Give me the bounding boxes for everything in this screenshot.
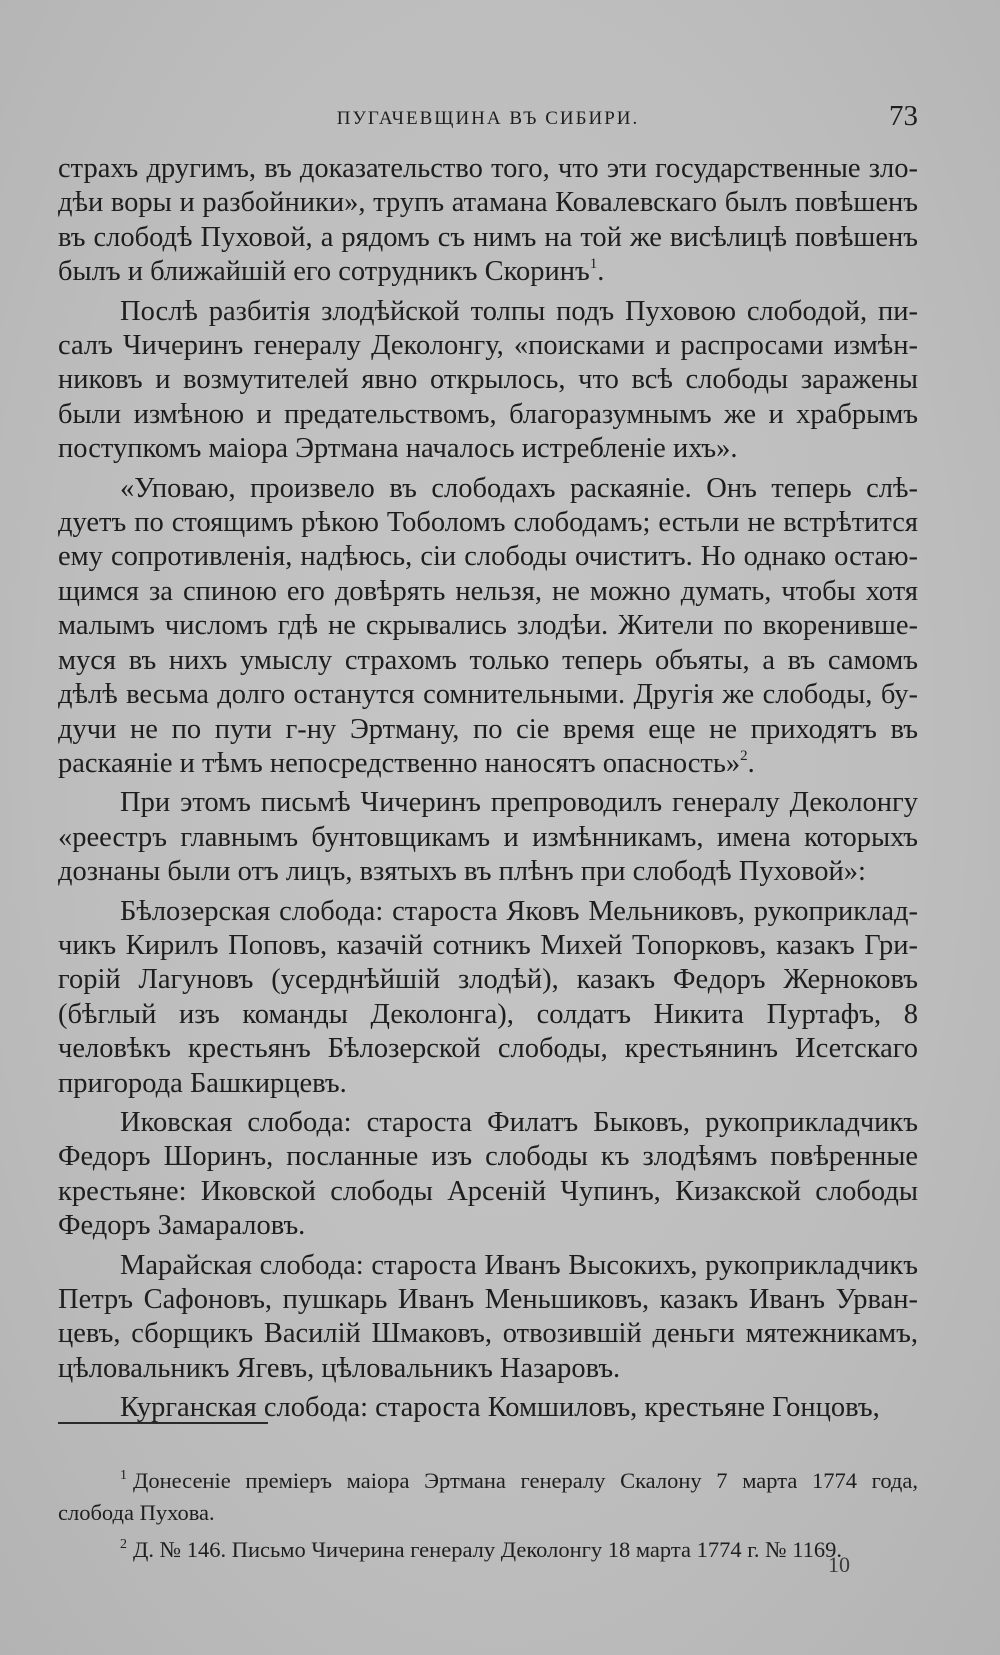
printer-signature-mark: 10 [828,1552,850,1577]
paragraph-1 [58,152,918,290]
running-title: ПУГАЧЕВЩИНА ВЪ СИБИРИ. [336,108,640,129]
paragraph-1-end: . [597,256,605,288]
footnote-2-mark: 2 [120,1537,127,1552]
footnote-1-mark: 1 [120,1468,127,1483]
paragraph-6: Иковская слобода: староста Филатъ Быковъ, рукоприкладчикъ Федоръ Шоринъ, посланные изъ слободы къ злодѣямъ повѣренные крестьяне: Иковской слободы Арсеній Чупинъ, Кизакской слободы Федоръ Замараловъ. [58,1106,918,1242]
paragraph-1-text: страхъ другимъ, въ доказательство того, что эти государственные злодѣи воры и разбойники», трупъ атамана Ковалевскаго былъ повѣшенъ въ слободѣ Пуховой, а рядомъ съ нимъ на той же висѣлицѣ повѣшенъ былъ и ближайшій его сотрудникъ Скоринъ [58,153,918,288]
footnote-divider [58,1422,268,1424]
footnote-ref-1: 1 [589,256,598,273]
page-number: 73 [889,100,918,132]
page-header [58,100,918,140]
footnotes [58,1460,918,1566]
paragraph-7: Марайская слобода: староста Иванъ Высокихъ, рукоприкладчикъ Петръ Сафоновъ, пушкарь Иванъ Меньшиковъ, казакъ Иванъ Урванцевъ, сборщикъ Василій Шмаковъ, отвозившій деньги мятежникамъ, цѣловальникъ Ягевъ, цѣловальникъ Назаровъ. [58,1249,918,1384]
paragraph-3-text: «Уповаю, произвело въ слободахъ раскаяніе. Онъ теперь слѣдуетъ по стоящимъ рѣкою Тоболомъ слободамъ; естьли не встрѣтится ему сопротивленія, надѣюсь, сіи слободы очиститъ. Но однако остающимся за спиною его довѣрять нельзя, не можно думать, чтобы хотя малымъ числомъ гдѣ не скрывались злодѣи. Жители по вкоренившемуся въ нихъ умыслу страхомъ только теперь объяты, а въ самомъ дѣлѣ весьма долго останутся сомнительными. Другія же слободы, будучи не по пути г-ну Эртману, по сіе время еще не приходятъ въ раскаяніе и тѣмъ непосредственно наносятъ опасность» [58,472,918,779]
paragraph-4: При этомъ письмѣ Чичеринъ препроводилъ генералу Деколонгу «реестръ главнымъ бунтовщикамъ и измѣнникамъ, имена которыхъ дознаны были отъ лицъ, взятыхъ въ плѣнъ при слободѣ Пуховой»: [58,787,918,888]
paragraph-2: Послѣ разбитія злодѣйской толпы подъ Пуховою слободой, писалъ Чичеринъ генералу Деколонгу, «поисками и распросами измѣнниковъ и возмутителей явно открылось, что всѣ слободы заражены были измѣною и предательствомъ, благоразумнымъ же и храбрымъ поступкомъ маіора Эртмана началось истребленіе ихъ». [58,295,918,465]
paragraph-3 [58,472,918,782]
footnote-1 [58,1460,918,1529]
footnote-1-text: Донесеніе преміеръ маіора Эртмана генералу Скалону 7 марта 1774 года, слобода Пухова. [58,1468,918,1525]
main-text [58,152,918,1426]
footnote-2 [58,1529,918,1566]
footnote-ref-2: 2 [740,747,748,764]
paragraph-8: Курганская слобода: староста Комшиловъ, крестьяне Гонцовъ, [120,1392,880,1424]
footnote-2-text: Д. № 146. Письмо Чичерина генералу Деколонгу 18 марта 1774 г. № 1169. [133,1537,843,1562]
paragraph-5: Бѣлозерская слобода: староста Яковъ Мельниковъ, рукоприкладчикъ Кирилъ Поповъ, казачій сотникъ Михей Топорковъ, казакъ Григорій Лагуновъ (усерднѣйшій злодѣй), казакъ Федоръ Жерноковъ (бѣглый изъ команды Деколонга), солдатъ Никита Пуртафъ, 8 человѣкъ крестьянъ Бѣлозерской слободы, крестьянинъ Исетскаго пригорода Башкирцевъ. [58,895,918,1099]
paragraph-3-end: . [747,747,755,779]
